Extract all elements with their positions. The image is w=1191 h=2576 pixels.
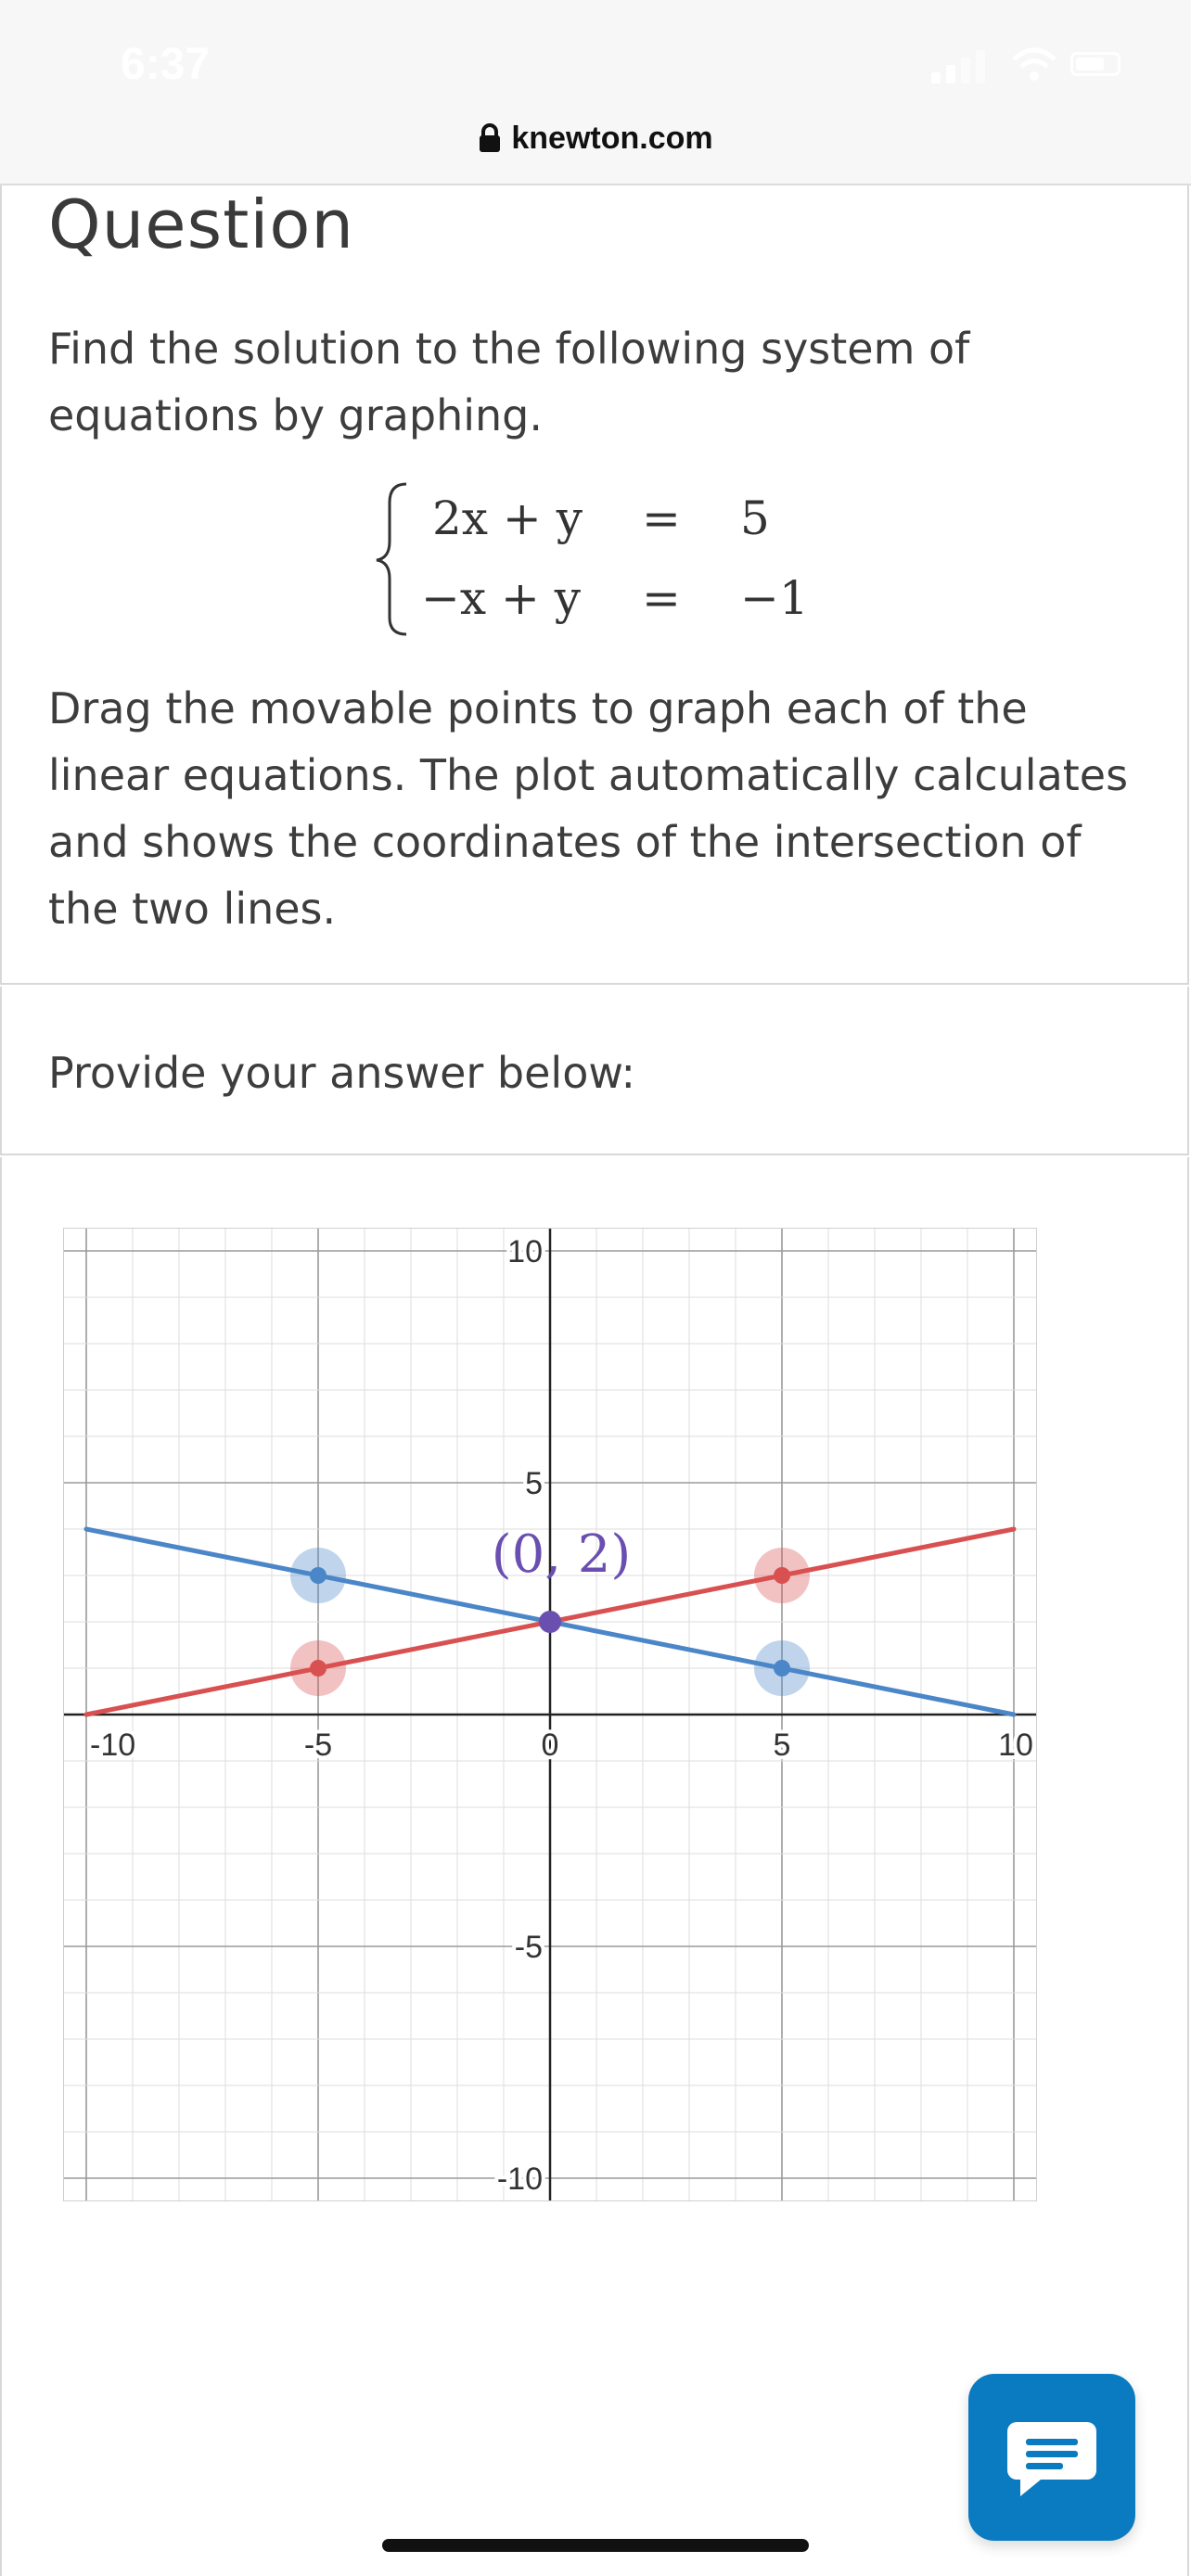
equation-1-lhs: 2x + y: [432, 491, 583, 545]
intersection-label: (0, 2): [491, 1524, 632, 1585]
battery-icon: [1070, 52, 1121, 76]
x-tick-label: 10: [998, 1728, 1033, 1763]
left-brace-icon: [373, 480, 410, 638]
status-icons: [931, 46, 1126, 83]
question-heading: Question: [48, 185, 355, 263]
x-tick-label: 0: [541, 1728, 559, 1763]
graph-area[interactable]: [63, 1228, 1037, 2201]
x-tick-label: 5: [773, 1728, 791, 1763]
y-tick-label: -5: [514, 1930, 543, 1965]
equation-2-relation: =: [642, 571, 681, 625]
equation-2-rhs: −1: [740, 571, 809, 625]
movable-point[interactable]: [774, 1567, 790, 1584]
chat-button[interactable]: [968, 2374, 1135, 2541]
coordinate-plane[interactable]: [64, 1229, 1036, 2200]
equation-system: [373, 480, 855, 638]
answer-label-panel: [0, 987, 1189, 1155]
y-tick-label: -10: [496, 2162, 543, 2197]
graph-panel: [0, 1157, 1189, 2576]
movable-point[interactable]: [774, 1660, 790, 1677]
signal-icon: [931, 46, 987, 83]
intersection-point: [539, 1611, 561, 1633]
question-panel: [0, 185, 1189, 985]
y-tick-label: 10: [507, 1234, 543, 1269]
question-prompt: Find the solution to the following system of equations by graphing.: [48, 324, 970, 440]
y-tick-label: 5: [525, 1466, 543, 1501]
status-time: 6:37: [121, 40, 211, 89]
x-tick-label: -10: [90, 1728, 136, 1763]
equation-1-relation: =: [642, 491, 681, 545]
equation-1-rhs: 5: [740, 491, 770, 545]
movable-point[interactable]: [310, 1567, 327, 1584]
url-text: knewton.com: [511, 120, 713, 156]
x-tick-label: -5: [303, 1728, 333, 1763]
movable-point[interactable]: [310, 1660, 327, 1677]
status-bar: [0, 0, 1191, 111]
home-indicator: [382, 2539, 809, 2552]
equation-2-lhs: −x + y: [421, 571, 582, 625]
question-instructions: Drag the movable points to graph each of the linear equations. The plot automatically calculates and shows the coordinates of the intersection of the two lines.: [48, 683, 1129, 934]
browser-url-bar[interactable]: [0, 111, 1191, 185]
wifi-icon: [1010, 46, 1058, 83]
chat-bubble-icon: [968, 2374, 1135, 2541]
answer-label: Provide your answer below:: [48, 1048, 635, 1098]
lock-icon: [478, 122, 502, 154]
